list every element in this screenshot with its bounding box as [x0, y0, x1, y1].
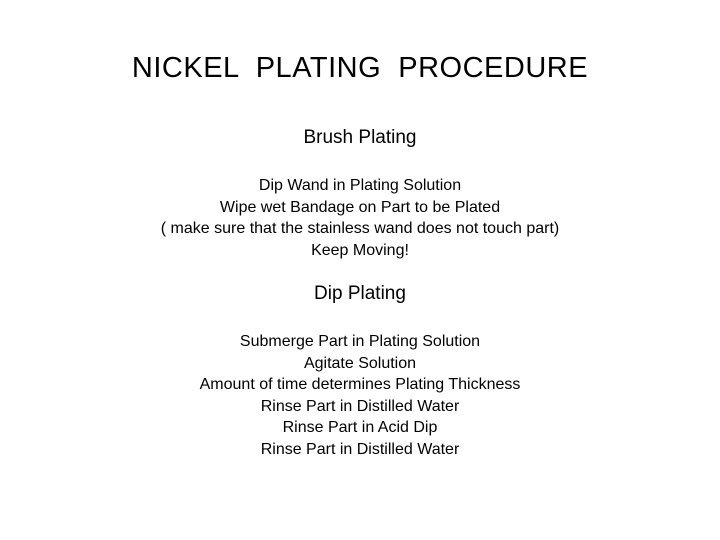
step-line: ( make sure that the stainless wand does not touch part) — [160, 220, 560, 237]
dip-plating-steps — [0, 331, 720, 460]
slide-title: NICKEL PLATING PROCEDURE — [131, 52, 589, 84]
step-line: Dip Wand in Plating Solution — [258, 177, 462, 194]
step-line: Agitate Solution — [303, 354, 417, 372]
step-line: Amount of time determines Plating Thickness — [199, 376, 521, 393]
section-heading-dip-plating: Dip Plating — [314, 283, 406, 304]
step-line: Wipe wet Bandage on Part to be Plated — [219, 198, 501, 216]
step-line: Rinse Part in Distilled Water — [260, 397, 460, 415]
step-line: Rinse Part in Acid Dip — [282, 419, 438, 436]
brush-plating-steps — [0, 175, 720, 261]
step-line: Keep Moving! — [311, 241, 409, 259]
step-line: Submerge Part in Plating Solution — [239, 333, 481, 350]
section-heading-brush-plating: Brush Plating — [303, 127, 417, 148]
step-line: Rinse Part in Distilled Water — [260, 440, 460, 458]
